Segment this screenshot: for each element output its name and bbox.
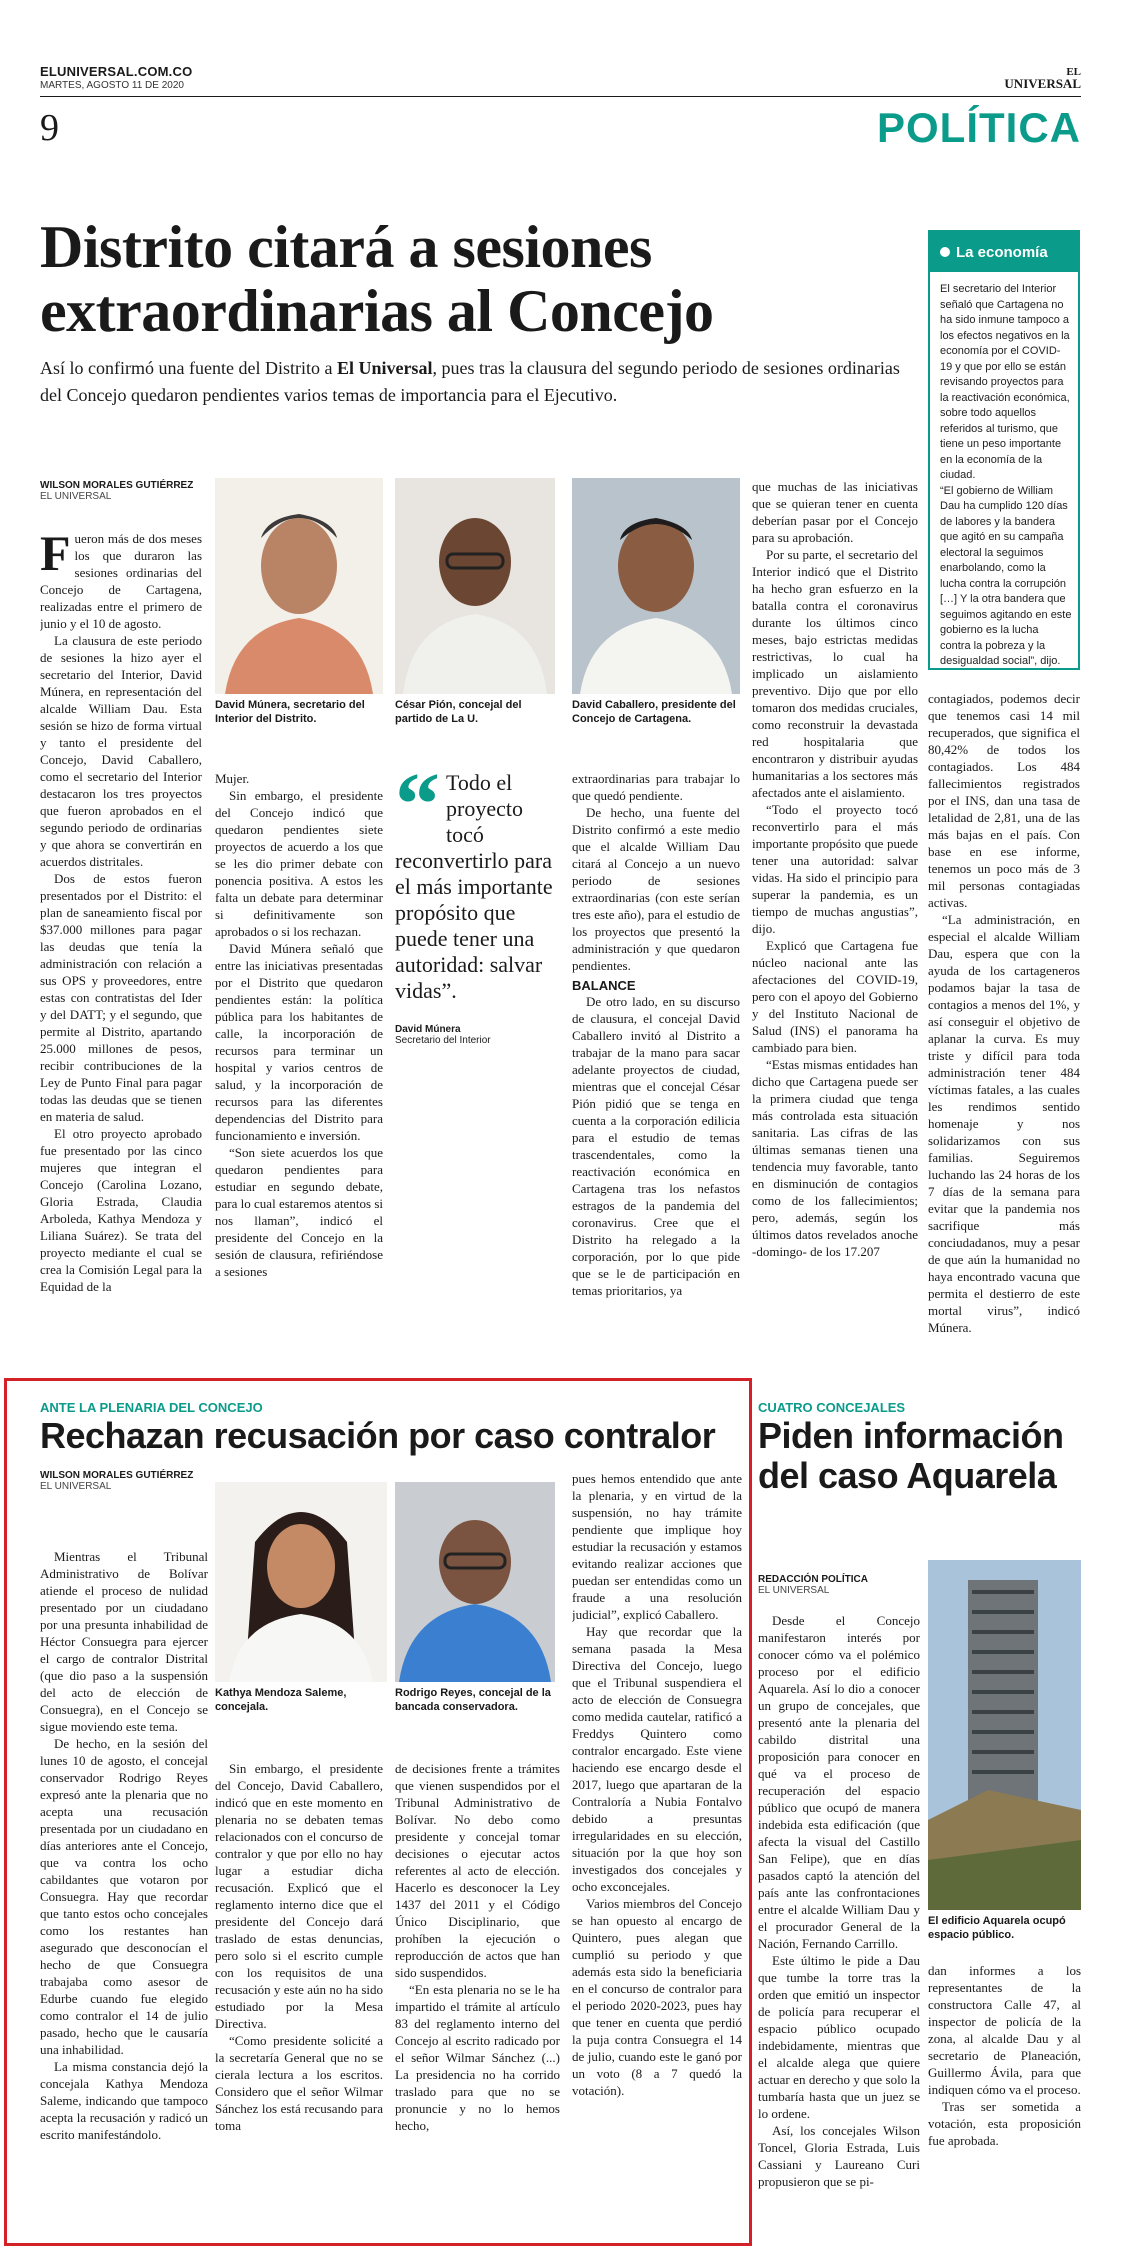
story2-byline: WILSON MORALES GUTIÉRREZ EL UNIVERSAL (40, 1470, 194, 1492)
subhead-balance: BALANCE (572, 978, 636, 993)
main-deck: Así lo confirmó una fuente del Distrito a El Universal, pues tras la clausura del segundo periodo de sesiones ordinarias del Concejo quedaron pendientes varios temas de importancia para el Ejecutivo. (40, 358, 900, 405)
caption-david-munera: David Múnera, secretario del Interior del Distrito. (215, 699, 365, 725)
caption-edificio-aquarela: El edificio Aquarela ocupó espacio público. (928, 1915, 1066, 1941)
story2-column-3: de decisiones frente a trámites que vienen suspendidos por el Tribunal Administrativo de Bolívar. No debo como presidente y concejal tomar decisiones o ejecutar actos referentes al acto de elección. Hacerlo es desconocer la Ley 1437 del 2011 y el Código Único Disciplinario, que prohíben la ejecución o reproducción de actos que han sido suspendidos. “En esta plenaria no se le ha impartido el trámite al artículo 83 del reglamento interno del Concejo al escrito radicado por el señor Wilmar Sánchez (...) La presidencia no ha corrido traslado para que no se pronuncie y no lo hemos hecho, (395, 1761, 560, 2133)
photo-cesar-pion (395, 478, 555, 694)
site-url: ELUNIVERSAL.COM.CO (40, 64, 193, 79)
photo-david-caballero (572, 478, 740, 694)
masthead-rule (40, 96, 1081, 97)
story3-column-1: Desde el Concejo manifestaron interés por conocer cómo va el polémico proceso por el edificio Aquarela. Así lo dio a conocer un grupo de concejales, que presentó ante la plenaria del cabildo distrital una proposición para conocer en qué va el proceso de recuperación del espacio público que ocupó de manera indebida esta edificación (que afecta la visual del Castillo San Felipe), que en días pasados captó la atención del país ante las confrontaciones entre el alcalde William Dau y el procurador General de la Nación, Fernando Carrillo. Este último le pide a Dau que tumbe la torre tras la orden que emitió un inspector de policía para recuperar el espacio público ocupado indebidamente, mientras que el alcalde alega que quiere actuar en derecho y que solo la tumbaría hasta que un juez se lo ordene. Así, los concejales Wilson Toncel, Gloria Estrada, Luis Cassiani y Laureano Curi propusieron que se pi- (758, 1613, 920, 2189)
economy-sidebar-text: El secretario del Interior señaló que Cartagena no ha sido inmune tampoco a los efectos negativos en la economía por el COVID-19 y que por ello se están revisando proyectos para la reactivación económica, sobre todo aquellos referidos al turismo, que tiene un peso importante en la economía de la ciudad. “El gobierno de William Dau ha cumplido 120 días de labores y la bandera que agitó en su campaña electoral la seguimos enarbolando, como la lucha contra la corrupción […] Y la otra bandera que seguimos agitando en este gobierno es la lucha contra la pobreza y la desigualdad social”, dijo. (940, 283, 1072, 667)
story3-byline: REDACCIÓN POLÍTICA EL UNIVERSAL (758, 1574, 868, 1596)
story3-column-2: dan informes a los representantes de la constructora Calle 47, al inspector de policía de la zona, al alcalde Dau y al secretario de Planeación, Guillermo Ávila, para que indiquen cómo va el proceso. Tras ser sometida a votación, esta proposición fue aprobada. (928, 1963, 1081, 2148)
brand-name: El Universal (336, 358, 433, 378)
page-number: 9 (40, 107, 59, 149)
story2-column-4: pues hemos entendido que ante la plenaria, y en virtud de la suspensión, no hay trámite pendiente que implique hoy estudiar la recusación y estamos evitando realizar acciones que puedan ser entendidas como un fraude a una resolución judicial”, explicó Caballero. Hay que recordar que la semana pasada la Mesa Directiva del Concejo, luego que el Tribunal suspendiera el acto de elección de Consuegra como medida cautelar, ratificó a Freddys Quintero como contralor encargado. Este viene haciendo ese encargo desde el 2017, luego que apartaran de la Contraloría a Nubia Fontalvo debido a presuntas irregularidades en su elección, situación por la que hoy son investigados dos concejales y ocho exconcejales. Varios miembros del Concejo se han opuesto al encargo de Quintero, pues alegan que cumplió su periodo y que además esta sido la beneficiaria en el concurso de contralor para el periodo 2020-2023, pues hay que tener en cuenta que perdió la puja contra Consuegra el 14 de julio, cuando este le ganó por un voto (8 a 7 quedó la votación). (572, 1471, 742, 2098)
section-title: POLÍTICA (877, 104, 1081, 151)
drop-cap: F (40, 530, 71, 581)
story2-headline: Rechazan recusación por caso contralor (40, 1415, 716, 1456)
pull-quote-text: “ Todo el proyecto tocó reconvertirlo para el más importante propósito que puede tener una autoridad: salvar vidas”. (395, 755, 553, 1003)
main-column-5: contagiados, podemos decir que tenemos casi 14 mil recuperados, que significa el 80,42% de todos los contagiados. Los 484 fallecimientos registrados por el INS, dan una tasa de letalidad de 2,81, una de las más bajas en el país. Con base en ese informe, tenemos un poco más de 3 mil personas contagiadas activas. “La administración, en especial el alcalde William Dau, espera que con la ayuda de los cartageneros podamos bajar la tasa de contagios a menos del 1%, y así conseguir el objetivo de aplanar la curva. Es muy triste y difícil para toda administración tener 484 víctimas fatales, a las cuales les rendimos sentido homenaje y nos solidarizamos con sus familias. Seguiremos luchando las 24 horas de los 7 días de la semana para evitar que la pandemia nos sacrifique más conciudadanos, muy a pesar de que aún la humanidad no haya encontrado vacuna que permita el destierro de este mortal virus”, indicó Múnera. (928, 691, 1080, 1335)
story2-column-1: Mientras el Tribunal Administrativo de Bolívar atiende el proceso de nulidad presentado por un ciudadano por una presunta inhabilidad de Héctor Consuegra para ejercer el cargo de contralor Distrital (que dio paso a la suspensión del acto de elección de Consuegra), en el Concejo se sigue moviendo este tema. De hecho, en la sesión del lunes 10 de agosto, el concejal conservador Rodrigo Reyes expresó ante la plenaria que no acepta una recusación presentada por un ciudadano en días anteriores ante el Concejo, que va contra los ocho cabildantes que votaron por Consuegra. Hay que recordar que tanto estos ocho concejales como los restantes han asegurado que desconocían el hecho de que Consuegra trabajaba como asesor de Edurbe cuando fue elegido como contralor el 14 de julio pasado, hecho que le causaría una inhabilidad. La misma constancia dejó la concejala Kathya Mendoza Saleme, indicando que tampoco acepta la recusación y radicó un escrito manifestándolo. (40, 1549, 208, 2142)
caption-rodrigo-reyes: Rodrigo Reyes, concejal de la bancada conservadora. (395, 1687, 551, 1713)
story2-kicker: ANTE LA PLENARIA DEL CONCEJO (40, 1400, 263, 1415)
main-byline: WILSON MORALES GUTIÉRREZ EL UNIVERSAL (40, 480, 194, 502)
story3-headline: Piden información del caso Aquarela (758, 1415, 1064, 1496)
main-headline: Distrito citará a sesiones extraordinarias al Concejo (40, 214, 714, 344)
economy-sidebar (928, 230, 1080, 670)
caption-cesar-pion: César Pión, concejal del partido de La U. (395, 699, 522, 725)
quote-mark-icon: “ (395, 755, 440, 854)
caption-david-caballero: David Caballero, presidente del Concejo de Cartagena. (572, 699, 736, 725)
main-column-3: extraordinarias para trabajar lo que quedó pendiente. De hecho, una fuente del Distrito confirmó a este medio que el alcalde William Dau citará al Concejo a un nuevo periodo de sesiones extraordinarias (con este serían tres este año), para el estudio de los proyectos que presentó la administración y que quedaron pendientes. BALANCE De otro lado, en su discurso de clausura, el concejal David Caballero invitó al Distrito a trabajar de la mano para sacar adelante proyectos de ciudad, mientras que el concejal César Pión pidió que se tenga en cuenta a la corporación edilicia para el estudio de temas trascendentales, como la reactivación económica en Cartagena tras los nefastos estragos de la pandemia del coronavirus. Cree que el Distrito ha relegado a la corporación, por lo que pide que se le de participación en temas prioritarios, ya (572, 771, 740, 1298)
main-column-2: Mujer. Sin embargo, el presidente del Concejo indicó que quedaron pendientes siete proyectos de acuerdo a los que se les dio primer debate con ponencia positiva. A estos les falta un debate para determinar si definitivamente son aprobados o si los rechazan. David Múnera señaló que entre las iniciativas presentadas por el Distrito que quedaron pendientes están: la política pública para los habitantes de calle, la incorporación de recursos para terminar un hospital y varios centros de salud, y la incorporación de recursos para las diferentes dependencias del Distrito para funcionamiento e inversión. “Son siete acuerdos los que quedaron pendientes para estudiar en segundo debate, para lo cual estaremos atentos si nos llaman”, indicó el presidente del Concejo en la sesión de clausura, refiriéndose a sesiones (215, 771, 383, 1279)
newspaper-logo: EL UNIVERSAL (1004, 66, 1081, 91)
main-column-1: Fueron más de dos meses los que duraron las sesiones ordinarias del Concejo de Cartagena, realizadas entre el primero de junio y el 10 de agosto. La clausura de este periodo de sesiones la hizo ayer el secretario del Interior, David Múnera, en representación del alcalde William Dau. Esta sesión se hizo de forma virtual y tanto el presidente del Concejo, David Caballero, como el secretario del Interior destacaron los tres proyectos que fueron aprobados en el segundo periodo de ordinarias y que ahora se convertirán en acuerdos distritales. Dos de estos fueron presentados por el Distrito: el plan de saneamiento fiscal por $37.000 millones para pagar las deudas que tenía la administración con relación a sus OPS y proveedores, entre estas con contratistas del Ider y del DATT; y el segundo, que permite al Distrito, apartando 25.000 millones de pesos, recibir contribuciones de la Ley de Punto Final para pagar todas las deudas que se tienen en materia de salud. El otro proyecto aprobado fue presentado por las cinco mujeres que integran el Concejo (Carolina Lozano, Gloria Estrada, Claudia Arboleda, Kathya Mendoza y Liliana Suárez). Se trata del proyecto mediante el cual se crea la Comisión Legal para la Equidad de la (40, 530, 202, 1294)
issue-date: MARTES, AGOSTO 11 DE 2020 (40, 80, 184, 91)
bullet-icon (940, 247, 950, 257)
main-column-4: que muchas de las iniciativas que se quieran tener en cuenta deberían pasar por el Concejo para su aprobación. Por su parte, el secretario del Interior indicó que el Distrito ha hecho gran esfuerzo en la batalla contra el coronavirus durante los últimos cinco meses, bajo estrictas medidas restrictivas, lo cual ha implicado un aislamiento preventivo. Dijo que por ello tomaron dos medidas cruciales, como reconstruir la devastada red hospitalaria que encontraron y distribuir ayudas humanitarias a los sectores más afectados ante el aislamiento. “Todo el proyecto tocó reconvertirlo para el más importante propósito que puede tener una autoridad: salvar vidas. Ha sido el principio para superar la pandemia, es un tiempo de muchas angustias”, dijo. Explicó que Cartagena fue núcleo nacional ante las afectaciones del COVID-19, pero con el apoyo del Gobierno y del Instituto Nacional de Salud (INS) el panorama ha cambiado para bien. “Estas mismas entidades han dicho que Cartagena puede ser la primera ciudad que tenga más controlada esta situación sanitaria. Las cifras de las últimas semanas tienen una tendencia muy favorable, tanto en disminución de contagios como de los fallecimientos; pero, además, según los últimos datos revelados anoche -domingo- de los 17.207 (752, 479, 918, 1259)
story2-column-2: Sin embargo, el presidente del Concejo, David Caballero, indicó que en este momento en plenaria no se debaten temas relacionados con el concurso de contralor y que por ello no hay lugar a estudiar dicha recusación. Explicó que el reglamento interno dice que el presidente del Concejo dará traslado de estas denuncias, pero solo si el escrito cumple con los requisitos de una recusación y este aún no ha sido estudiado por la Mesa Directiva. “Como presidente solicité a la secretaría General que no se cierala lectura a los escritos. Considero que el señor Wilmar Sánchez los está recusando para toma (215, 1761, 383, 2133)
pull-quote-role: Secretario del Interior (395, 1035, 491, 1046)
photo-kathya-mendoza (215, 1482, 387, 1682)
photo-edificio-aquarela (928, 1560, 1081, 1910)
caption-kathya-mendoza: Kathya Mendoza Saleme, concejala. (215, 1687, 347, 1713)
pull-quote-author: David Múnera (395, 1024, 461, 1035)
story3-kicker: CUATRO CONCEJALES (758, 1400, 906, 1415)
economy-sidebar-title: La economía (930, 232, 1078, 272)
photo-david-munera (215, 478, 383, 694)
pull-quote (395, 755, 560, 1046)
photo-rodrigo-reyes (395, 1482, 555, 1682)
